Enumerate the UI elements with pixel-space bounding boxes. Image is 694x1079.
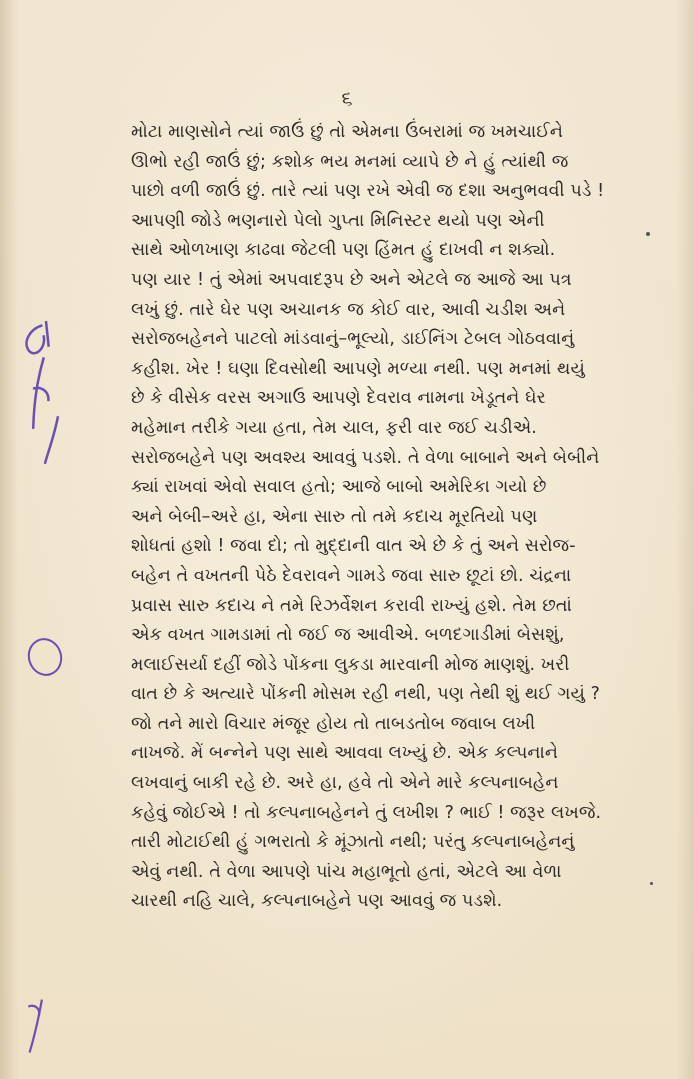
text-line: ઊભો રહી જાઉં છું; કશોક ભય મનમાં વ્યાપે છે ને હું ત્યાંથી જ xyxy=(131,151,569,172)
text-line: અને બેબી–અરે હા, એના સારુ તો તમે કદાચ મૂરતિયો પણ xyxy=(131,506,538,527)
right-edge-shadow xyxy=(676,0,694,1079)
text-line: નાખજે. મેં બન્નેને પણ સાથે આવવા લખ્યું છે. એક કલ્પનાને xyxy=(131,743,558,764)
text-line: બહેન તે વખતની પેઠે દેવરાવને ગામડે જવા સારુ છૂટાં છો. ચંદ્રના xyxy=(131,565,572,586)
text-line: એક વખત ગામડામાં તો જઈ જ આવીએ. બળદગાડીમાં બેસશું, xyxy=(131,625,565,646)
text-line: લખવાનું બાકી રહે છે. અરે હા, હવે તો એને મારે કલ્પનાબહેન xyxy=(131,773,559,794)
text-line: મોટા માણસોને ત્યાં જાઉં છું તો એમના ઉંબરામાં જ ખમચાઈને xyxy=(131,122,563,142)
text-line: સાથે ઓળખાણ કાઢવા જેટલી પણ હિંમત હું દાખવી ન શક્યો. xyxy=(131,240,556,261)
text-line: જો તને મારો વિચાર મંજૂર હોય તો તાબડતોબ જવાબ લખી xyxy=(131,713,536,734)
text-line: શોધતાં હશો ! જવા દો; તો મુદ્દાની વાત એ છે કે તું અને સરોજ- xyxy=(131,536,576,557)
margin-pencil-mark-bottom xyxy=(20,995,55,1065)
handwritten-annotation-icon xyxy=(12,316,67,469)
text-line: કહીશ. ખેર ! ઘણા દિવસોથી આપણે મળ્યા નથી. પણ મનમાં થયું xyxy=(131,358,585,379)
text-line: મલાઈસર્યા દહીં જોડે પોંકના લુકડા મારવાની મોજ માણશું. ખરી xyxy=(131,654,570,675)
text-line: કહેવું જોઈએ ! તો કલ્પનાબહેનને તું લખીશ ? ભાઈ ! જરૂર લખજે. xyxy=(131,802,602,823)
text-line: ક્યાં રાખવાં એવો સવાલ હતો; આજે બાબો અમેરિકા ગયો છે xyxy=(131,477,547,498)
text-line: લખું છું. તારે ઘેર પણ અચાનક જ કોઈ વાર, આવી ચડીશ અને xyxy=(131,299,566,320)
text-line: વાત છે કે અત્યારે પોંકની મોસમ રહી નથી, પણ તેથી શું થઈ ગયું ? xyxy=(131,684,601,705)
margin-pencil-mark-top xyxy=(12,316,69,479)
text-line: તારી મોટાઈથી હું ગભરાતો કે મૂંઝાતો નથી; પરંતુ કલ્પનાબહેનનું xyxy=(131,832,575,853)
text-line: ચારથી નહિ ચાલે, કલ્પનાબહેને પણ આવવું જ પડશે. xyxy=(131,891,503,912)
text-line: આપણી જોડે ભણનારો પેલો ગુપ્તા મિનિસ્ટર થયો પણ એની xyxy=(131,210,545,231)
page-number: ૬ xyxy=(341,86,353,110)
margin-pencil-circle xyxy=(23,634,67,681)
paper-speck xyxy=(650,882,653,885)
text-line: પણ યાર ! તું એમાં અપવાદરૂપ છે અને એટલે જ આજે આ પત્ર xyxy=(131,269,572,290)
text-line: છે કે વીસેક વરસ અગાઉ આપણે દેવરાવ નામના ખેડૂતને ઘેર xyxy=(131,388,546,409)
text-line: સરોજબહેને પણ અવશ્ય આવવું પડશે. તે વેળા બાબાને અને બેબીને xyxy=(131,447,600,468)
text-line: સરોજબહેનને પાટલો માંડવાનું–ભૂલ્યો, ડાઈનિંગ ટેબલ ગોઠવવાનું xyxy=(131,329,575,350)
left-edge-shadow xyxy=(0,0,18,1079)
text-line: એવું નથી. તે વેળા આપણે પાંચ મહાભૂતો હતાં, એટલે આ વેળા xyxy=(131,861,562,882)
handwritten-slash-icon xyxy=(20,995,54,1057)
text-line: પાછો વળી જાઉં છું. તારે ત્યાં પણ રખે એવી જ દશા અનુભવવી પડે ! xyxy=(131,181,605,202)
text-line: પ્રવાસ સારુ કદાચ ને તમે રિઝર્વેશન કરાવી રાખ્યું હશે. તેમ છતાં xyxy=(131,595,572,616)
page-body-text xyxy=(131,118,627,917)
text-line: મહેમાન તરીકે ગયા હતા, તેમ ચાલ, ફરી વાર જઈ ચડીએ. xyxy=(131,417,537,438)
paper-speck xyxy=(646,232,650,236)
